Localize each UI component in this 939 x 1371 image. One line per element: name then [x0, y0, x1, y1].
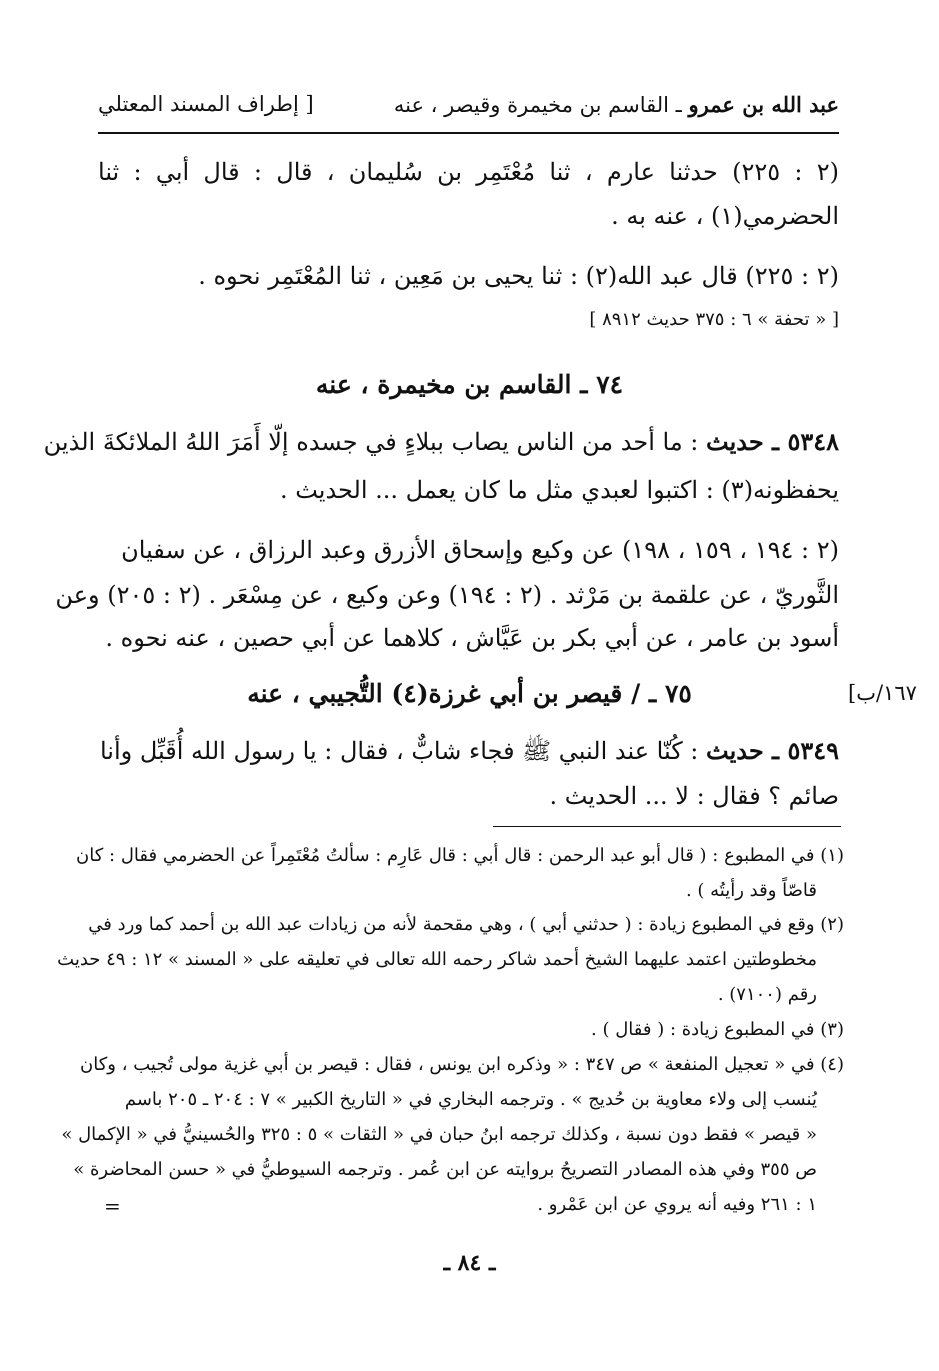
running-header-title — [394, 92, 839, 117]
text-line: الحضرمي(١) ، عنه به . — [611, 202, 839, 230]
hadith-number: ٥٣٤٨ ـ حديث — [706, 427, 839, 456]
margin-folio-note: ١٦٧/ب] — [848, 681, 917, 705]
text-line: (٢ : ٢٢٥) قال عبد الله(٢) : ثنا يحيى بن مَعِين ، ثنا المُعْتَمِر نحوه . — [198, 262, 839, 290]
text-line: أسود بن عامر ، عن أبي بكر بن عَيَّاش ، كلاهما عن أبي حصين ، عنه نحوه . — [105, 624, 839, 652]
footnote-line: (١) في المطبوع : ( قال أبو عبد الرحمن : قال أبي : قال عَارِم : سألتُ مُعْتَمِراً عن الحضرمي فقال : كان — [76, 845, 844, 866]
continuation-mark: = — [104, 1194, 121, 1218]
tuhfa-reference: [ « تحفة » ٦ : ٣٧٥ حديث ٨٩١٢ ] — [589, 309, 839, 330]
hadith-5349-line — [98, 736, 839, 771]
page-number: ـ ٨٤ ـ — [443, 1250, 496, 1276]
text-line: صائم ؟ فقال : لا ... الحديث . — [549, 782, 839, 810]
footnote-line: رقم (٧١٠٠) . — [717, 984, 817, 1005]
text-line: يحفظونه(٣) : اكتبوا لعبدي مثل ما كان يعمل ... الحديث . — [279, 476, 839, 504]
footnote-line: « قيصر » فقط دون نسبة ، وكذلك ترجمه ابنُ حبان في « الثقات » ٥ : ٣٢٥ والحُسينيُّ في « الإكمال » — [61, 1124, 817, 1145]
header-title-rest: ـ القاسم بن مخيمرة وقيصر ، عنه — [393, 93, 689, 117]
text-line: الثَّوريّ ، عن علقمة بن مَرْثد . (٢ : ١٩٤) وعن وكيع ، عن مِسْعَر . (٢ : ٢٠٥) وعن — [55, 581, 839, 609]
footnote-divider — [493, 826, 841, 827]
footnote-line: (٣) في المطبوع زيادة : ( فقال ) . — [591, 1019, 844, 1040]
section-heading-74: ٧٤ ـ القاسم بن مخيمرة ، عنه — [315, 370, 624, 399]
footnote-line: (٢) وقع في المطبوع زيادة : ( حدثني أبي ) ، وهي مقحمة لأنه من زيادات عبد الله بن أحمد كما ورد في — [88, 914, 844, 935]
section-heading-75: ٧٥ ـ / قيصر بن أبي غرزة(٤) التُّجيبي ، عنه — [247, 679, 692, 708]
footnote-line: يُنسب إلى ولاء معاوية بن حُديج » . وترجمه البخاري في « التاريخ الكبير » ٧ : ٢٠٤ ـ ٢٠٥ باسم — [124, 1089, 817, 1110]
footnote-line: قاصّاً وقد رأيتُه ) . — [685, 880, 817, 901]
footnote-line: ص ٣٥٥ وفي هذه المصادر التصريحُ بروايته عن ابن عُمر . وترجمه السيوطيُّ في « حسن المحاضرة » — [73, 1159, 817, 1180]
footnote-line: ١ : ٢٦١ وفيه أنه يروي عن ابن عَمْرو . — [537, 1194, 817, 1215]
text-line: (٢ : ١٩٤ ، ١٥٩ ، ١٩٨) عن وكيع وإسحاق الأزرق وعبد الرزاق ، عن سفيان — [121, 536, 839, 564]
footnote-line: مخطوطتين اعتمد عليهما الشيخ أحمد شاكر رحمه الله تعالى في تعليقه على « المسند » ١٢ : ٤٩ حديث — [57, 949, 817, 970]
hadith-text: : ما أحد من الناس يصاب ببلاءٍ في جسده إلّا أَمَرَ اللهُ الملائكةَ الذين — [43, 428, 707, 456]
header-divider — [98, 132, 839, 134]
hadith-5348-line — [43, 427, 839, 456]
running-header-book: [ إطراف المسند المعتلي — [98, 92, 314, 116]
text-line: (٢ : ٢٢٥) حدثنا عارم ، ثنا مُعْتَمِر بن سُليمان ، قال : قال أبي : ثنا — [98, 158, 840, 186]
footnote-line: (٤) في « تعجيل المنفعة » ص ٣٤٧ : « وذكره ابن يونس ، فقال : قيصر بن أبي غزية مولى تُجيب ، وكان — [80, 1054, 844, 1075]
header-title-bold: عبد الله بن عمرو — [688, 92, 839, 117]
hadith-number: ٥٣٤٩ ـ حديث — [706, 736, 839, 765]
hadith-text: : كُنّا عند النبي ﷺ فجاء شابٌّ ، فقال : يا رسول الله أُقَبِّل وأنا — [99, 737, 707, 765]
